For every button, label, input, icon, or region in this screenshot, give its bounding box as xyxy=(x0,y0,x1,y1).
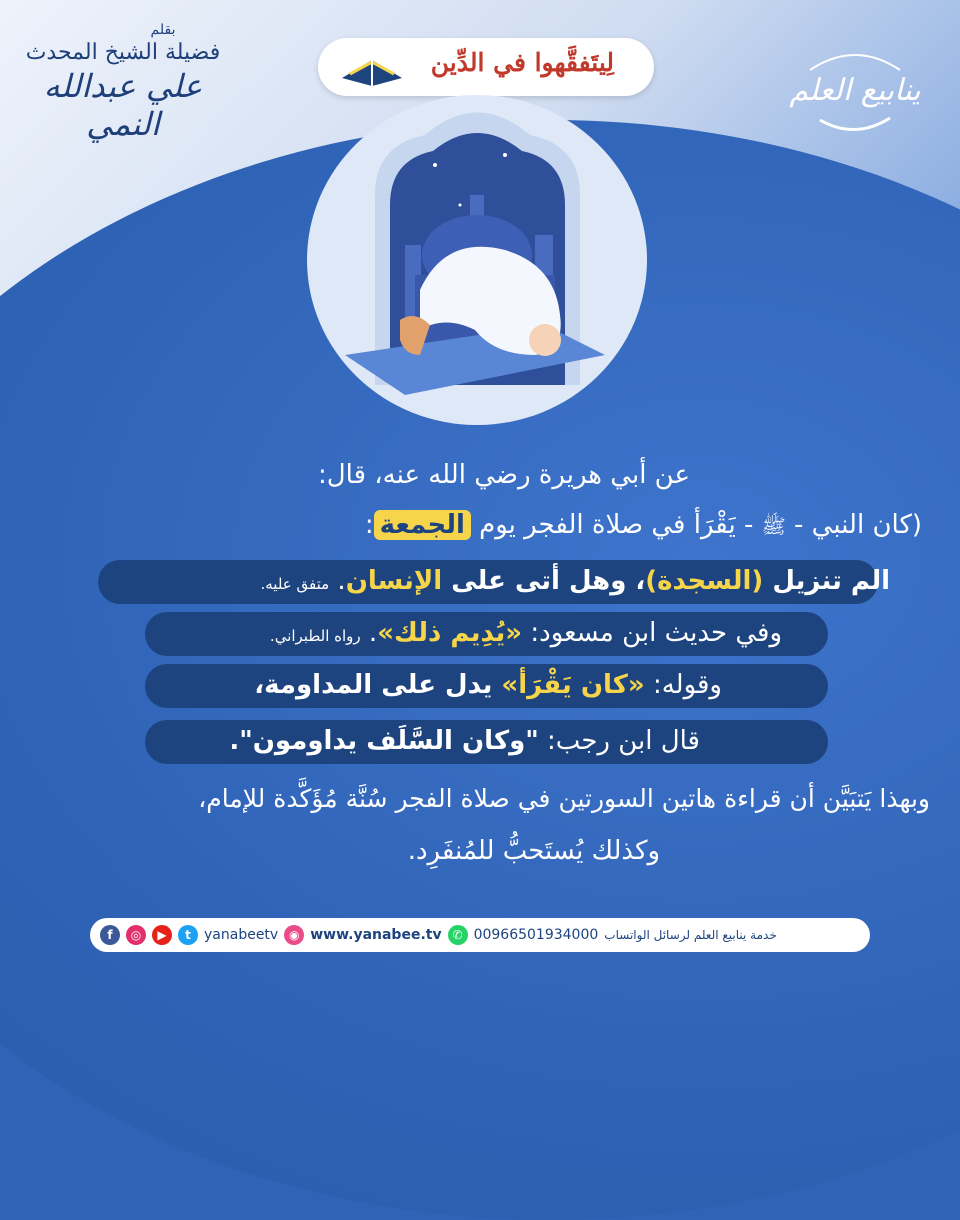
note-tabarani: رواه الطبراني. xyxy=(269,627,361,645)
instagram-icon[interactable]: ◎ xyxy=(126,925,146,945)
highlight-yudeem: «يُدِيم ذلك» xyxy=(377,618,523,648)
conclusion-line-1: وبهذا يَتبَيَّن أن قراءة هاتين السورتين في صلاة الفجر سُنَّة مُؤَكَّدة للإمام، xyxy=(198,784,930,813)
highlight-jumuah: الجمعة xyxy=(374,510,471,540)
globe-icon: ◉ xyxy=(284,925,304,945)
note-muttafaq: متفق عليه. xyxy=(260,575,330,593)
footer-service-text: خدمة ينابيع العلم لرسائل الواتساب xyxy=(604,928,777,942)
footer-handle[interactable]: yanabeetv xyxy=(204,927,279,943)
whatsapp-icon: ✆ xyxy=(448,925,468,945)
hadith-line-1b: - يَقْرَأ في صلاة الفجر يوم xyxy=(479,510,762,540)
twitter-icon[interactable]: t xyxy=(178,925,198,945)
conclusion-line-2: وكذلك يُستَحبُّ للمُنفَرِد. xyxy=(407,836,660,866)
author-prefix: بقلم xyxy=(150,22,176,38)
ibn-masud-b: . xyxy=(360,618,378,648)
hadith-line-1 xyxy=(365,510,922,543)
hadith-line-2b: ، وهل أتى على xyxy=(442,566,646,596)
hadith-line-2a: الم تنزيل xyxy=(763,566,890,596)
ibn-masud-line xyxy=(270,618,782,648)
hadith-line-1-end: : xyxy=(364,510,374,540)
intro-line: عن أبي هريرة رضي الله عنه، قال: xyxy=(318,460,690,490)
facebook-icon[interactable]: f xyxy=(100,925,120,945)
footer-bar xyxy=(90,918,870,952)
brand-logo-text: ينابيع العلم xyxy=(789,73,921,108)
youtube-icon[interactable]: ▶ xyxy=(152,925,172,945)
author-signature xyxy=(18,22,228,143)
highlight-sajdah: (السجدة) xyxy=(645,566,764,596)
qawluhu-a: وقوله: xyxy=(644,670,722,700)
hadith-line-1a: (كان النبي - xyxy=(785,510,922,540)
hadith-line-2 xyxy=(260,566,890,596)
hadith-line-2c: . xyxy=(329,566,346,596)
ibn-masud-a: وفي حديث ابن مسعود: xyxy=(522,618,782,648)
brand-logo xyxy=(780,30,930,160)
footer-website[interactable]: www.yanabee.tv xyxy=(310,927,442,943)
highlight-insan: الإنسان xyxy=(345,566,443,596)
author-name: علي عبدالله النمي xyxy=(43,67,203,143)
salawat-symbol: ﷺ xyxy=(761,514,786,538)
title-text: لِيتَفقَّهوا في الدِّين xyxy=(430,48,614,77)
ibn-rajab-a: قال ابن رجب: xyxy=(538,726,700,756)
highlight-kana-yaqra: «كان يَقْرَأ» xyxy=(501,670,645,700)
author-title: فضيلة الشيخ المحدث xyxy=(25,40,221,65)
footer-phone[interactable]: 00966501934000 xyxy=(473,927,599,943)
ibn-rajab-line xyxy=(229,726,700,756)
open-book-icon xyxy=(340,48,404,88)
prayer-illustration xyxy=(305,85,650,425)
qawluhu-line xyxy=(254,670,722,700)
qawluhu-b: يدل على المداومة، xyxy=(254,670,502,700)
ibn-rajab-b: "وكان السَّلَف يداومون". xyxy=(229,726,539,756)
